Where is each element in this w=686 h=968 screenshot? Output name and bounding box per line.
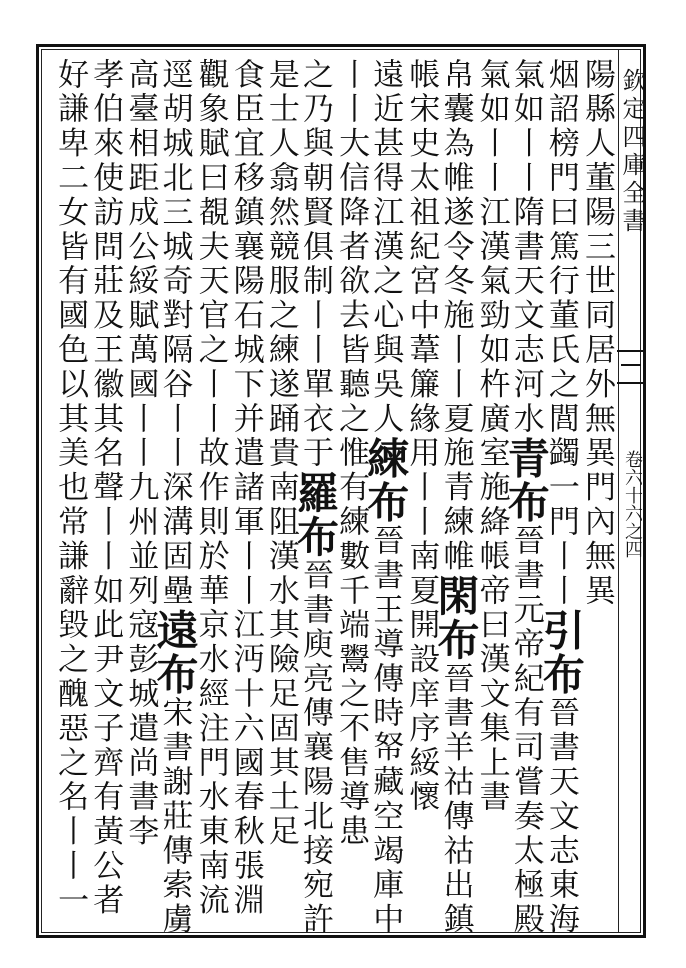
text-segment: 氣如丨丨江漢氣勁如杵 bbox=[473, 58, 510, 402]
text-segment: 氣如丨丨隋書天文志河水 bbox=[507, 58, 544, 437]
text-column bbox=[122, 58, 157, 926]
text-segment: 觀象賦曰覩夫天官之丨丨故作則於華京水經注門水東南流 bbox=[192, 58, 229, 918]
text-segment: 是士人翕然競服之練遂踊貴 bbox=[262, 58, 299, 471]
text-segment: 晉書羊祜傳祜出鎮 bbox=[437, 662, 474, 938]
text-segment: 廣室施絳帳帝曰漢文集上書 bbox=[473, 402, 510, 815]
center-margin-column bbox=[618, 50, 645, 932]
text-column bbox=[263, 58, 298, 926]
text-segment: 帳宋史太祖紀宮中葦簾緣用丨丨 bbox=[403, 58, 440, 540]
headword: 練布 bbox=[361, 436, 411, 525]
headword: 閑布 bbox=[431, 574, 481, 662]
book-title: 欽定四庫全書 bbox=[618, 68, 646, 236]
volume-label: 卷六十六之四 bbox=[622, 450, 643, 558]
text-column bbox=[193, 58, 228, 926]
text-segment: 南阻漢水其險足固其土足 bbox=[262, 470, 299, 850]
text-segment: 宋書謝莊傳索虜 bbox=[156, 696, 193, 938]
headword: 羅布 bbox=[291, 470, 340, 559]
text-column bbox=[431, 58, 481, 938]
text-segment: 逕胡城北三城奇對隔谷丨丨深溝固壘 bbox=[156, 58, 193, 609]
text-column bbox=[291, 58, 340, 938]
text-column bbox=[474, 58, 509, 926]
text-segment: 遠近甚得江漢之心與吳人 bbox=[367, 58, 404, 437]
text-segment: 高臺相距成公綏賦萬國丨丨九州並列 bbox=[122, 58, 159, 609]
text-column bbox=[579, 58, 614, 926]
text-segment: 食臣宜移鎮襄陽石城下并遣諸軍丨丨江沔十六國春秋張淵 bbox=[227, 58, 264, 918]
headword: 遠布 bbox=[150, 608, 200, 697]
text-column bbox=[87, 58, 122, 926]
text-column bbox=[52, 58, 87, 926]
text-segment: 陽縣人董陽三世同居外無異門內無異 bbox=[579, 58, 615, 609]
headword: 青布 bbox=[501, 436, 551, 525]
text-column bbox=[361, 58, 411, 938]
text-segment: 晉書庾亮傳襄陽北接宛許 bbox=[297, 558, 333, 938]
text-segment: 寇彭城遣尚書李 bbox=[122, 608, 159, 850]
text-segment: 丨丨大信降者欲去皆聽之 bbox=[333, 58, 370, 437]
headword: 引布 bbox=[536, 608, 586, 697]
fishtail-mark bbox=[617, 350, 645, 384]
text-segment: 晉書王導傳時帑藏空竭庫中 bbox=[367, 524, 404, 938]
text-body bbox=[52, 58, 615, 938]
text-segment: 之乃與朝賢俱制丨丨單衣于 bbox=[297, 58, 333, 471]
text-segment: 帛囊為帷遂令冬施丨丨夏施青練帷 bbox=[437, 58, 474, 574]
text-segment: 南夏開設庠序綏懷 bbox=[403, 539, 440, 815]
text-column bbox=[501, 58, 551, 938]
text-segment: 晉書天文志東海 bbox=[542, 696, 579, 938]
text-segment: 孝伯來使訪問莊及王徽其名聲丨丨如此尹文子齊有黃公者 bbox=[87, 58, 124, 918]
text-column bbox=[150, 58, 200, 938]
text-segment: 好謙卑二女皆有國色以其美也常謙辭毀之醜惡之名丨丨一 bbox=[52, 58, 89, 918]
text-segment: 晉書元帝紀有司嘗奏太極殿 bbox=[507, 524, 544, 938]
text-column bbox=[228, 58, 263, 926]
text-segment: 惟有練數千端鬻之不售導患 bbox=[333, 436, 370, 850]
text-segment: 烟詔榜門曰篤行董氏之閭蠲一門丨丨 bbox=[542, 58, 579, 609]
